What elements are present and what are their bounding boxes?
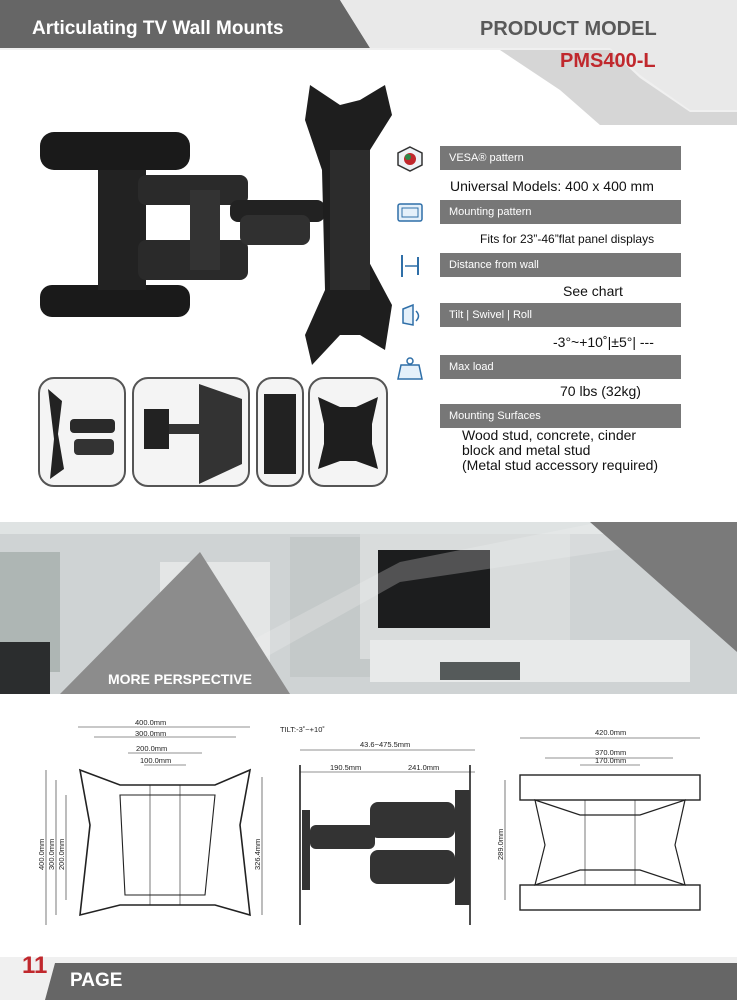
dim-label: 190.5mm — [330, 763, 362, 772]
surfaces-line: (Metal stud accessory required) — [462, 457, 659, 473]
dim-label: 200.0mm — [136, 744, 168, 753]
tv-screen-icon — [397, 200, 423, 226]
spec-value-vesa: Universal Models: 400 x 400 mm — [450, 178, 654, 194]
dim-label: 420.0mm — [595, 728, 627, 737]
surfaces-line: block and metal stud — [462, 442, 591, 458]
spec-value-distance: See chart — [563, 283, 623, 299]
spec-value-max-load: 70 lbs (32kg) — [560, 383, 641, 399]
dim-label: 43.6~475.5mm — [360, 740, 411, 749]
dim-label: 200.0mm — [57, 838, 66, 870]
vesa-icon — [397, 146, 423, 172]
spec-label-max-load: Max load — [440, 355, 681, 379]
thumbnail-side[interactable] — [132, 377, 250, 487]
dim-label: 100.0mm — [140, 756, 172, 765]
tilt-label: TILT:-3˚~+10˚ — [280, 725, 325, 734]
thumbnail-image — [310, 379, 386, 485]
dim-label: 370.0mm — [595, 748, 627, 757]
spec-label-vesa: VESA® pattern — [440, 146, 681, 170]
front-drawing — [37, 715, 270, 930]
thumbnail-image — [134, 379, 248, 485]
wall-distance-icon — [397, 253, 423, 279]
dim-label: 300.0mm — [47, 838, 56, 870]
weight-icon — [397, 355, 423, 381]
surfaces-line: Wood stud, concrete, cinder — [462, 427, 637, 443]
dim-label: 289.0mm — [496, 828, 505, 860]
tilt-swivel-icon — [397, 303, 423, 329]
page-title: Articulating TV Wall Mounts — [32, 18, 284, 39]
spec-label-mounting-pattern: Mounting pattern — [440, 200, 681, 224]
dim-label: 326.4mm — [253, 838, 262, 870]
side-drawing — [280, 720, 490, 930]
dim-label: 170.0mm — [595, 756, 627, 765]
thumbnail-back[interactable] — [308, 377, 388, 487]
page-number: 11 — [22, 952, 48, 979]
spec-label-tilt: Tilt | Swivel | Roll — [440, 303, 681, 327]
dim-label: 400.0mm — [37, 838, 46, 870]
room-photo — [0, 522, 737, 694]
dim-label: 241.0mm — [408, 763, 440, 772]
thumbnail-front[interactable] — [38, 377, 126, 487]
spec-value-tilt: -3°~+10˚|±5°| --- — [553, 334, 654, 350]
spec-value-mounting-pattern: Fits for 23”-46”flat panel displays — [480, 232, 655, 246]
thumbnail-image — [258, 379, 302, 485]
dim-label: 300.0mm — [135, 729, 167, 738]
page-label: PAGE — [70, 970, 123, 991]
thumbnail-folded[interactable] — [256, 377, 304, 487]
thumbnail-image — [40, 379, 124, 485]
product-model-label: PRODUCT MODEL — [480, 18, 657, 40]
spec-value-surfaces — [462, 428, 658, 473]
spec-label-surfaces: Mounting Surfaces — [440, 404, 681, 428]
product-model-code: PMS400-L — [560, 50, 656, 72]
back-drawing — [495, 720, 710, 920]
product-main-image — [40, 80, 395, 375]
spec-label-distance: Distance from wall — [440, 253, 681, 277]
more-perspective-label: MORE PERSPECTIVE — [108, 671, 252, 687]
dim-label: 400.0mm — [135, 718, 167, 727]
